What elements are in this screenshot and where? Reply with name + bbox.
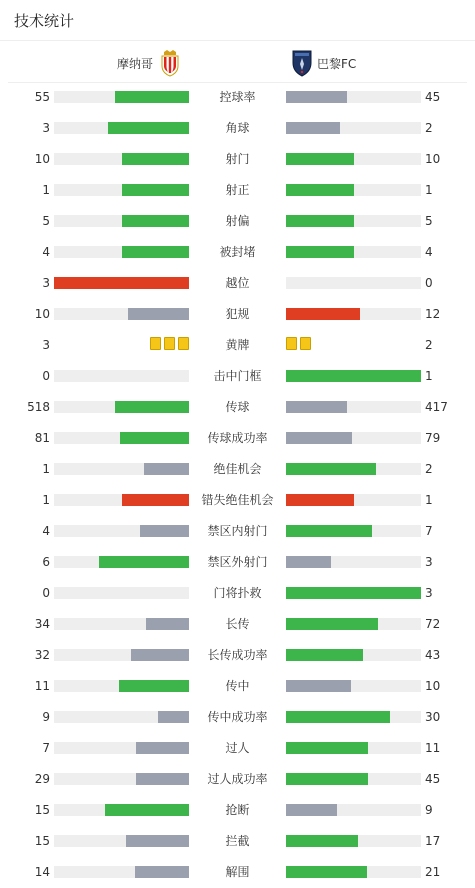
home-bar-fill: [131, 649, 189, 661]
stat-row: [0, 795, 475, 826]
home-bar-track: [54, 246, 189, 258]
home-value: 6: [42, 555, 50, 569]
away-bar-track: [286, 246, 421, 258]
stat-row: [0, 392, 475, 423]
away-bar-fill: [286, 835, 358, 847]
home-value: 29: [34, 772, 50, 786]
stat-row: [0, 671, 475, 702]
home-bar-track: [54, 494, 189, 506]
home-team: [117, 48, 181, 78]
away-value: 45: [425, 90, 441, 104]
stat-label: 击中门框: [213, 369, 262, 383]
home-bar-fill: [115, 401, 189, 413]
away-bar-fill: [286, 866, 367, 878]
away-bar-track: [286, 525, 421, 537]
home-bar-track: [54, 432, 189, 444]
away-bar-fill: [286, 680, 351, 692]
away-bar-fill: [286, 215, 354, 227]
home-team-name: 摩纳哥: [116, 56, 153, 71]
home-bar-track: [54, 618, 189, 630]
stats-list: [0, 82, 475, 888]
away-bar-fill: [286, 463, 376, 475]
home-bar-fill: [115, 91, 189, 103]
away-bar-track: [286, 711, 421, 723]
away-bar-fill: [286, 432, 352, 444]
stat-label: 错失绝佳机会: [201, 493, 274, 507]
away-bar-track: [286, 308, 421, 320]
page-title: 技术统计: [14, 12, 75, 30]
away-bar-fill: [286, 153, 354, 165]
stat-row: [0, 826, 475, 857]
home-value: 34: [34, 617, 50, 631]
home-bar-fill: [144, 463, 189, 475]
away-bar-fill: [286, 370, 421, 382]
stat-label: 禁区外射门: [207, 555, 268, 569]
stat-label: 传球: [225, 400, 250, 414]
stat-label: 射门: [225, 152, 250, 166]
away-bar-track: [286, 122, 421, 134]
away-bar-track: [286, 866, 421, 878]
home-bar-track: [54, 649, 189, 661]
away-value: 79: [425, 431, 441, 445]
stat-row: [0, 423, 475, 454]
yellow-card-icon: [300, 337, 311, 350]
home-value: 55: [34, 90, 50, 104]
home-value: 4: [42, 245, 50, 259]
stat-row: [0, 547, 475, 578]
away-bar-fill: [286, 556, 331, 568]
home-value: 81: [34, 431, 50, 445]
home-bar-track: [54, 308, 189, 320]
home-yellow-cards: [150, 337, 189, 350]
teams-header: [8, 44, 467, 83]
home-bar-track: [54, 91, 189, 103]
away-bar-track: [286, 773, 421, 785]
home-bar-track: [54, 277, 189, 289]
paris-fc-crest-icon: [291, 49, 313, 77]
home-value: 4: [42, 524, 50, 538]
away-bar-fill: [286, 246, 354, 258]
stat-row: [0, 516, 475, 547]
home-bar-fill: [120, 432, 189, 444]
away-bar-fill: [286, 494, 354, 506]
away-team: [291, 48, 356, 78]
home-bar-track: [54, 122, 189, 134]
home-bar-track: [54, 711, 189, 723]
away-value: 45: [425, 772, 441, 786]
home-bar-fill: [119, 680, 189, 692]
stat-label: 绝佳机会: [213, 462, 262, 476]
stat-label: 射正: [225, 183, 250, 197]
away-value: 9: [425, 803, 433, 817]
away-value: 3: [425, 586, 433, 600]
home-value: 1: [42, 493, 50, 507]
stat-label: 角球: [225, 121, 250, 135]
home-bar-track: [54, 587, 189, 599]
home-bar-fill: [136, 773, 189, 785]
away-bar-fill: [286, 525, 372, 537]
away-value: 10: [425, 152, 441, 166]
home-bar-track: [54, 556, 189, 568]
away-value: 2: [425, 121, 433, 135]
home-bar-fill: [128, 308, 189, 320]
home-bar-fill: [99, 556, 189, 568]
home-value: 15: [34, 834, 50, 848]
home-bar-fill: [135, 866, 189, 878]
stat-row: [0, 764, 475, 795]
stat-row: [0, 609, 475, 640]
stat-label: 长传: [225, 617, 250, 631]
away-bar-fill: [286, 649, 363, 661]
home-bar-track: [54, 525, 189, 537]
home-bar-track: [54, 401, 189, 413]
away-bar-track: [286, 587, 421, 599]
stat-row: [0, 578, 475, 609]
home-value: 10: [34, 152, 50, 166]
home-value: 1: [42, 462, 50, 476]
stat-label: 犯规: [225, 307, 250, 321]
away-bar-track: [286, 401, 421, 413]
away-bar-fill: [286, 184, 354, 196]
home-value: 0: [42, 369, 50, 383]
home-value: 3: [42, 276, 50, 290]
stat-label: 被封堵: [219, 245, 256, 259]
away-bar-track: [286, 432, 421, 444]
away-value: 417: [425, 400, 448, 414]
stat-label: 传中成功率: [207, 710, 268, 724]
home-bar-track: [54, 773, 189, 785]
stat-row: [0, 485, 475, 516]
stat-label: 拦截: [225, 834, 250, 848]
home-bar-fill: [105, 804, 189, 816]
away-value: 2: [425, 338, 433, 352]
home-value: 3: [42, 338, 50, 352]
away-bar-track: [286, 742, 421, 754]
stat-label: 越位: [225, 276, 250, 290]
home-value: 518: [27, 400, 50, 414]
away-bar-fill: [286, 122, 340, 134]
stat-row: [0, 733, 475, 764]
home-value: 14: [34, 865, 50, 879]
away-value: 0: [425, 276, 433, 290]
home-bar-fill: [122, 246, 190, 258]
home-bar-fill: [122, 215, 190, 227]
away-value: 1: [425, 493, 433, 507]
away-bar-track: [286, 680, 421, 692]
stat-label: 门将扑救: [213, 586, 262, 600]
home-bar-track: [54, 184, 189, 196]
home-bar-fill: [108, 122, 189, 134]
stat-row: [0, 237, 475, 268]
away-value: 17: [425, 834, 441, 848]
stat-row: [0, 144, 475, 175]
home-bar-track: [54, 804, 189, 816]
stat-row: [0, 113, 475, 144]
away-value: 1: [425, 183, 433, 197]
home-bar-track: [54, 742, 189, 754]
yellow-card-icon: [150, 337, 161, 350]
away-value: 2: [425, 462, 433, 476]
yellow-card-icon: [178, 337, 189, 350]
home-value: 3: [42, 121, 50, 135]
stat-row: [0, 206, 475, 237]
home-bar-track: [54, 835, 189, 847]
home-bar-track: [54, 370, 189, 382]
monaco-crest-icon: [159, 49, 181, 77]
stat-row: [0, 361, 475, 392]
stat-row: [0, 268, 475, 299]
away-bar-track: [286, 618, 421, 630]
home-bar-track: [54, 866, 189, 878]
stat-label: 传球成功率: [207, 431, 268, 445]
home-bar-fill: [126, 835, 189, 847]
away-bar-fill: [286, 804, 337, 816]
home-value: 32: [34, 648, 50, 662]
away-value: 12: [425, 307, 441, 321]
away-value: 72: [425, 617, 441, 631]
home-bar-track: [54, 215, 189, 227]
away-bar-fill: [286, 742, 368, 754]
stat-label: 黄牌: [225, 338, 250, 352]
away-bar-track: [286, 649, 421, 661]
away-bar-track: [286, 556, 421, 568]
stat-label: 过人成功率: [207, 772, 268, 786]
stat-row: [0, 857, 475, 888]
home-bar-fill: [122, 184, 190, 196]
stat-label: 控球率: [219, 90, 256, 104]
away-value: 3: [425, 555, 433, 569]
home-value: 10: [34, 307, 50, 321]
stat-label: 解围: [225, 865, 250, 879]
away-value: 1: [425, 369, 433, 383]
home-bar-track: [54, 153, 189, 165]
stat-row: [0, 299, 475, 330]
away-value: 10: [425, 679, 441, 693]
stat-label: 射偏: [225, 214, 250, 228]
stat-label: 传中: [225, 679, 250, 693]
home-value: 11: [34, 679, 50, 693]
home-value: 15: [34, 803, 50, 817]
stat-label: 禁区内射门: [207, 524, 268, 538]
stat-row: [0, 82, 475, 113]
home-value: 1: [42, 183, 50, 197]
away-value: 43: [425, 648, 441, 662]
stat-row: [0, 640, 475, 671]
title-bar: [0, 0, 475, 41]
home-bar-fill: [54, 277, 189, 289]
away-yellow-cards: [286, 337, 311, 350]
home-bar-track: [54, 680, 189, 692]
stat-label: 长传成功率: [207, 648, 268, 662]
away-bar-fill: [286, 401, 347, 413]
away-bar-track: [286, 153, 421, 165]
home-value: 7: [42, 741, 50, 755]
away-bar-track: [286, 184, 421, 196]
away-value: 4: [425, 245, 433, 259]
away-bar-track: [286, 463, 421, 475]
away-bar-track: [286, 804, 421, 816]
stat-row: [0, 454, 475, 485]
away-value: 11: [425, 741, 441, 755]
away-bar-track: [286, 835, 421, 847]
home-value: 5: [42, 214, 50, 228]
stat-row: [0, 175, 475, 206]
away-bar-fill: [286, 91, 347, 103]
away-bar-fill: [286, 773, 368, 785]
stat-row: [0, 702, 475, 733]
home-bar-fill: [122, 494, 190, 506]
yellow-card-icon: [286, 337, 297, 350]
home-bar-fill: [122, 153, 190, 165]
home-value: 9: [42, 710, 50, 724]
home-value: 0: [42, 586, 50, 600]
away-bar-track: [286, 91, 421, 103]
away-bar-fill: [286, 308, 360, 320]
home-bar-fill: [136, 742, 189, 754]
home-bar-track: [54, 463, 189, 475]
away-bar-track: [286, 494, 421, 506]
away-bar-track: [286, 370, 421, 382]
away-value: 5: [425, 214, 433, 228]
away-bar-fill: [286, 711, 390, 723]
away-value: 21: [425, 865, 441, 879]
away-value: 7: [425, 524, 433, 538]
away-bar-track: [286, 277, 421, 289]
away-team-name: 巴黎FC: [317, 56, 357, 71]
away-bar-fill: [286, 618, 378, 630]
away-bar-track: [286, 215, 421, 227]
away-value: 30: [425, 710, 441, 724]
stat-label: 过人: [225, 741, 250, 755]
yellow-card-icon: [164, 337, 175, 350]
stat-label: 抢断: [225, 803, 250, 817]
away-bar-fill: [286, 587, 421, 599]
home-bar-fill: [140, 525, 189, 537]
stat-row: [0, 330, 475, 361]
home-bar-fill: [146, 618, 189, 630]
home-bar-fill: [158, 711, 189, 723]
